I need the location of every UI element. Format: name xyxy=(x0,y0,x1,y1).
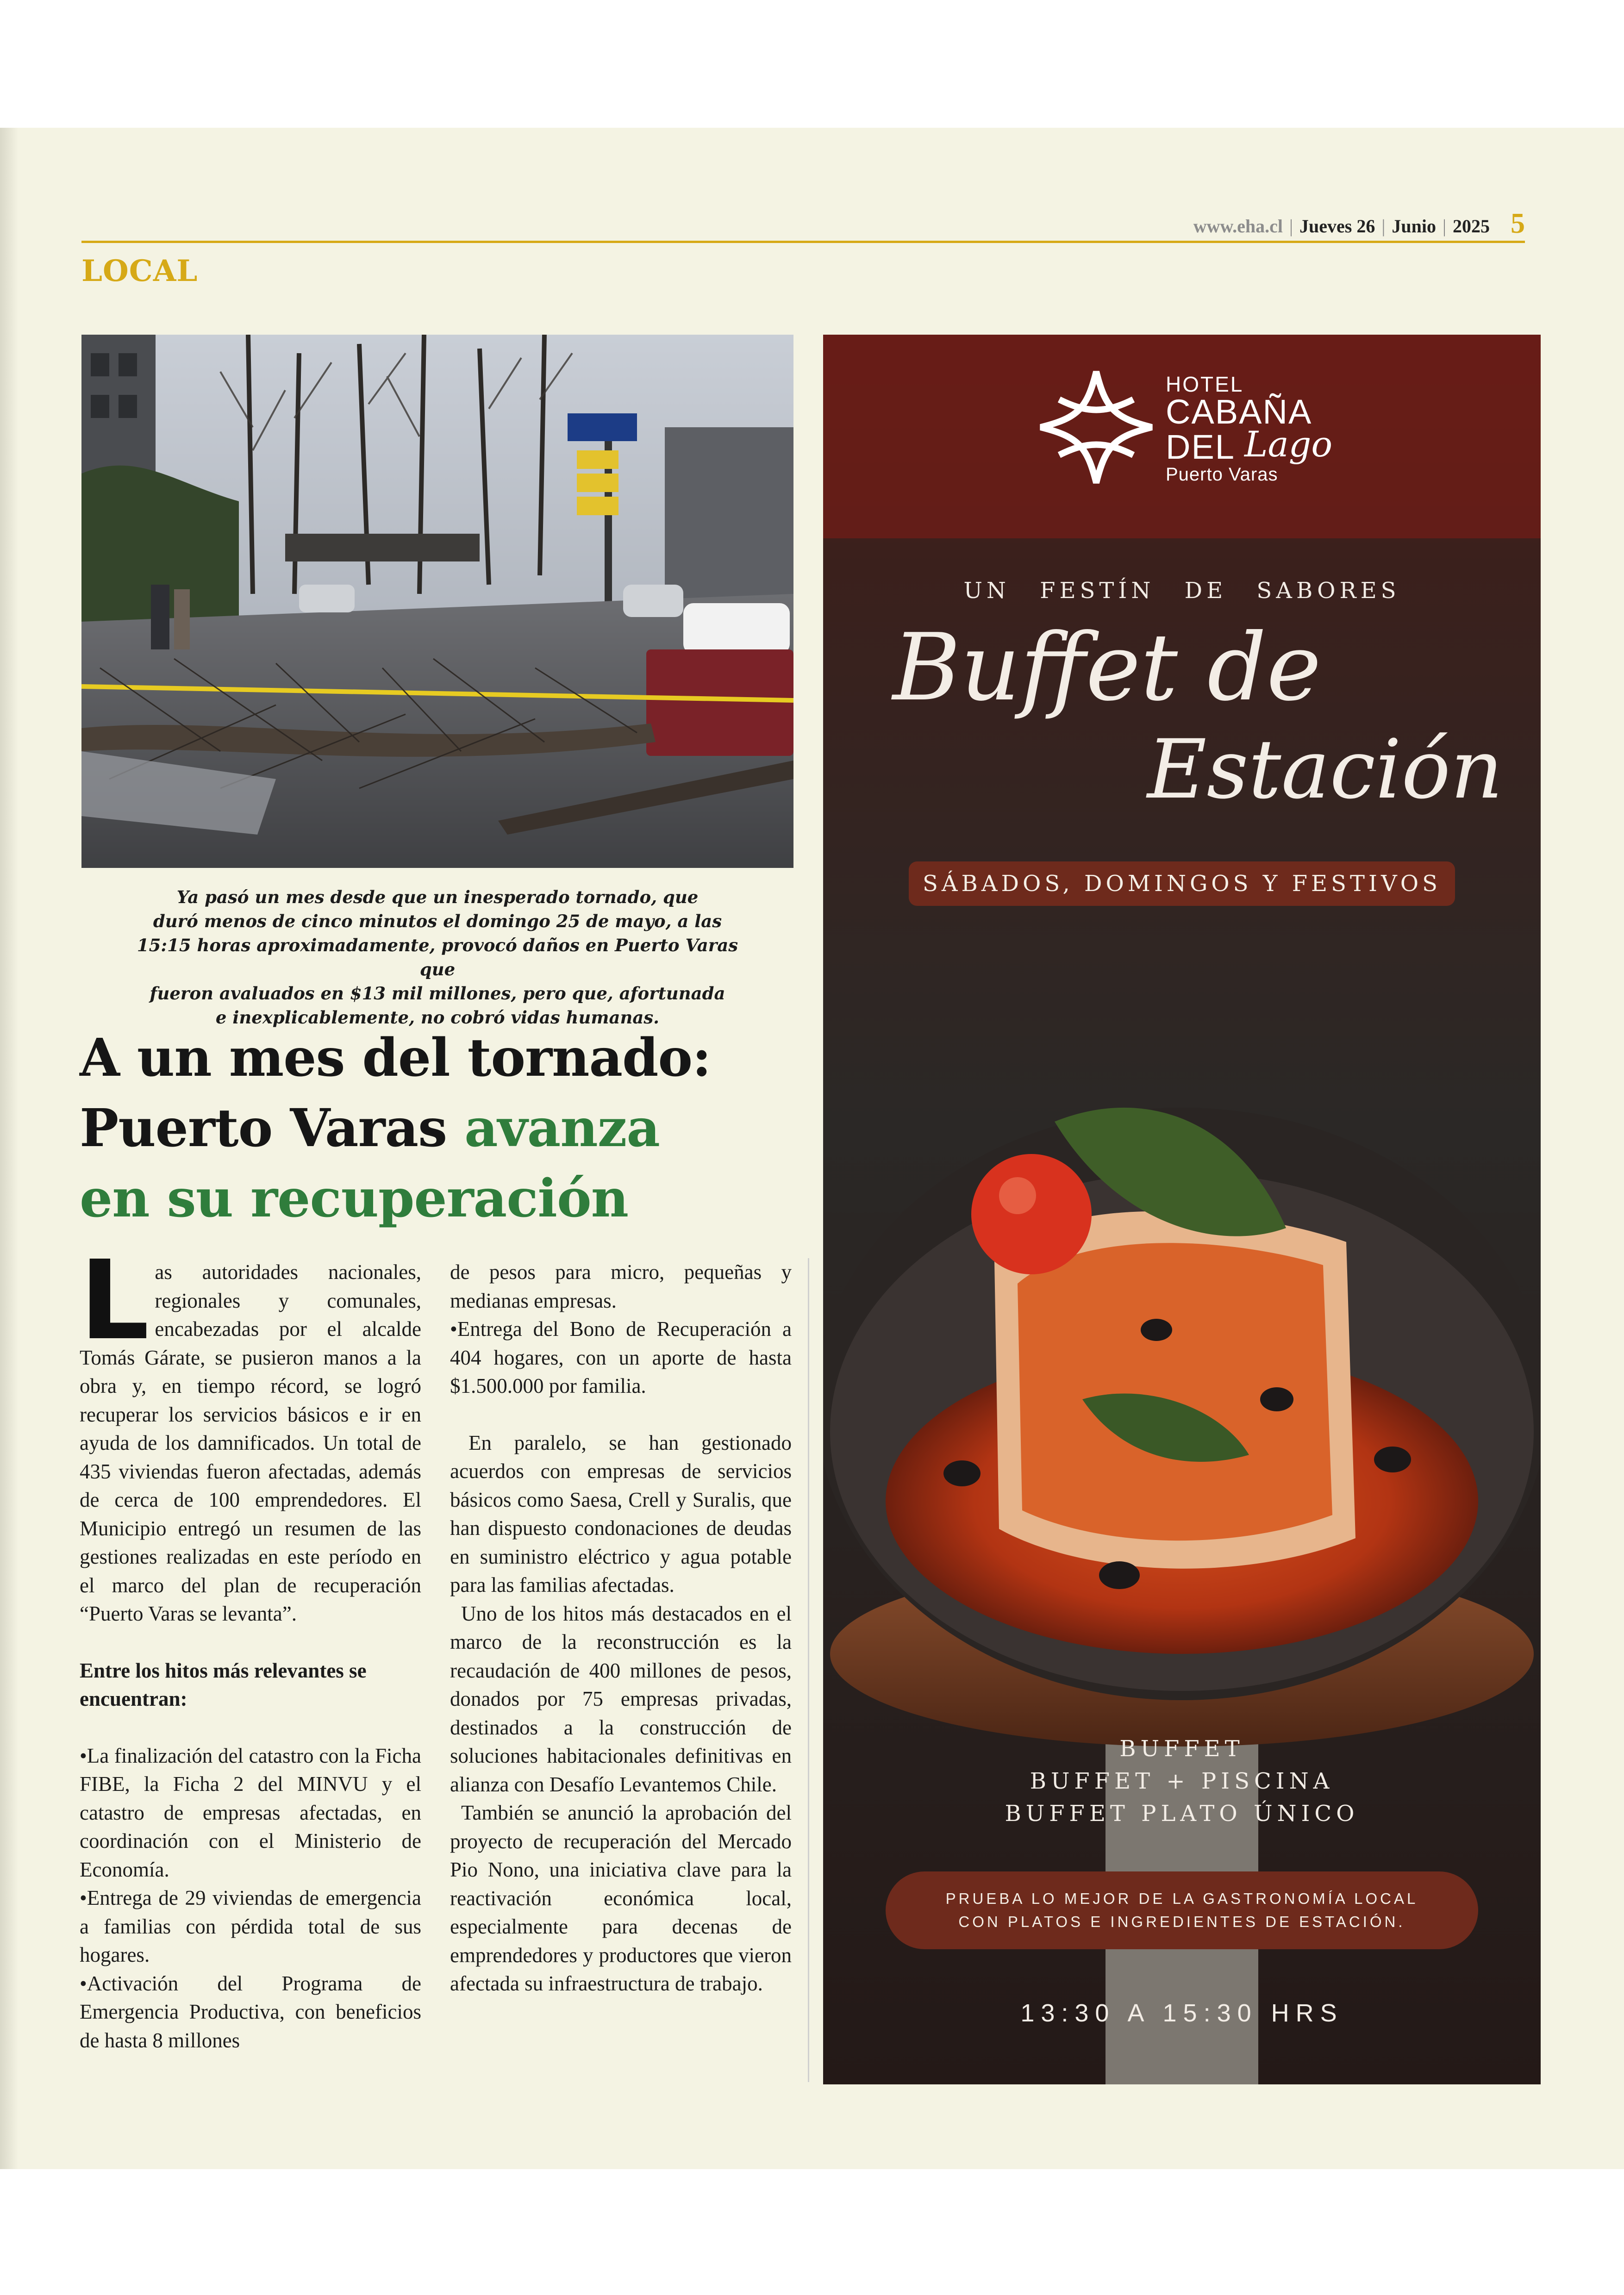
article-column-2 xyxy=(450,1258,792,1998)
bullet-item-continued: de pesos para micro, pequeñas y medianas empresas. xyxy=(450,1260,792,1312)
hotel-logo xyxy=(1027,362,1351,483)
bullet-item: •Activación del Programa de Emergencia Productiva, con beneficios de hasta 8 millones xyxy=(80,1971,421,2052)
tornado-damage-street-photo xyxy=(81,335,793,868)
ad-tagline: UN FESTÍN DE SABORES xyxy=(963,578,1400,604)
promo-line: CON PLATOS E INGREDIENTES DE ESTACIÓN. xyxy=(958,1913,1405,1930)
site-url[interactable]: www.eha.cl xyxy=(1193,215,1283,237)
separator: | xyxy=(1289,215,1293,237)
page-fold-shadow xyxy=(0,128,19,2169)
bullet-item: •La finalización del catastro con la Ficha FIBE, la Ficha 2 del MINVU y el catastro de empresas afectadas, en coordinación con el Ministerio de Economía. xyxy=(80,1744,421,1881)
logo-lago: Lago xyxy=(1244,424,1333,465)
headline-text: Puerto Varas xyxy=(80,1098,465,1159)
bullet-item: •Entrega del Bono de Recuperación a 404 hogares, con un aporte de hasta $1.500.000 por familia. xyxy=(450,1317,792,1397)
logo-del: DEL xyxy=(1166,428,1235,466)
ad-days-badge: SÁBADOS, DOMINGOS Y FESTIVOS xyxy=(909,861,1455,906)
caption-line: 15:15 horas aproximadamente, provocó daños en Puerto Varas que xyxy=(137,935,738,979)
article-headline xyxy=(80,1023,802,1234)
header-rule xyxy=(81,241,1525,243)
ad-title-buffet: Buffet de xyxy=(893,614,1322,722)
page-header-meta xyxy=(1193,214,1490,238)
photo-illustration xyxy=(81,335,793,868)
section-label: LOCAL xyxy=(81,254,198,288)
caption-line: e inexplicablemente, no cobró vidas humanas. xyxy=(215,1007,660,1028)
article-paragraph: También se anunció la aprobación del proyecto de recuperación del Mercado Pio Nono, una iniciativa clave para la reactivación económica local, especialmente para decenas de emprendedores y productores que vieron afectada su infraestructura de trabajo. xyxy=(450,1801,792,1995)
ad-option: BUFFET + PISCINA xyxy=(1030,1768,1334,1794)
paragraph-text: as autoridades nacionales, regionales y comunales, encabezadas por el alcalde Tomás Gárate, se pusieron manos a la obra y, en tiempo récord, se logró recuperar los servicios básicos e ir en ayuda de los damnificados. Un total de 435 viviendas fueron afectadas, además de cerca de 100 emprendedores. El Municipio entregó un resumen de las gestiones realizadas en este período en el marco del plan de recuperación “Puerto Varas se levanta”. xyxy=(80,1260,421,1625)
column-divider xyxy=(808,1258,809,2082)
headline-highlight: en su recuperación xyxy=(80,1168,629,1229)
caption-line: fueron avaluados en $13 mil millones, pero que, afortunada xyxy=(150,983,725,1004)
logo-hotel: HOTEL xyxy=(1166,372,1244,396)
caption-line: Ya pasó un mes desde que un inesperado tornado, que xyxy=(176,887,699,907)
headline-line xyxy=(80,1093,802,1164)
issue-month: Junio xyxy=(1392,215,1436,237)
article-column-1 xyxy=(80,1237,421,2055)
hotel-buffet-advertisement[interactable] xyxy=(823,335,1541,2084)
separator: | xyxy=(1381,215,1386,237)
separator: | xyxy=(1442,215,1446,237)
page-number: 5 xyxy=(1511,208,1525,239)
logo-cabana: CABAÑA xyxy=(1166,393,1312,431)
article-paragraph: Uno de los hitos más destacados en el marco de la reconstrucción es la recaudación de 400 millones de pesos, donados por 75 empresas privadas, destinados a la construcción de soluciones habitacionales definitivas en alianza con Desafío Levantemos Chile. xyxy=(450,1602,792,1796)
caption-line: duró menos de cinco minutos el domingo 25 de mayo, a las xyxy=(153,911,722,931)
ad-title-estacion: Estación xyxy=(1147,722,1503,817)
headline-highlight: avanza xyxy=(464,1098,660,1159)
headline-line: A un mes del tornado: xyxy=(80,1028,711,1088)
ad-option: BUFFET xyxy=(1119,1736,1244,1762)
ad-option: BUFFET PLATO ÚNICO xyxy=(1005,1801,1359,1827)
article-subhead: Entre los hitos más relevantes se encuentran: xyxy=(80,1659,367,1710)
logo-location: Puerto Varas xyxy=(1166,464,1278,485)
bullet-item: •Entrega de 29 viviendas de emergencia a familias con pérdida total de sus hogares. xyxy=(80,1886,421,1966)
drop-cap: L xyxy=(80,1237,150,1364)
promo-line: PRUEBA LO MEJOR DE LA GASTRONOMÍA LOCAL xyxy=(945,1890,1418,1907)
photo-caption xyxy=(81,885,793,1029)
article-paragraph xyxy=(80,1237,421,1628)
ad-promo-badge xyxy=(886,1871,1478,1949)
issue-day: Jueves 26 xyxy=(1299,215,1375,237)
ad-hours: 13:30 A 15:30 HRS xyxy=(1020,1999,1343,2027)
issue-year: 2025 xyxy=(1453,215,1490,237)
article-paragraph: En paralelo, se han gestionado acuerdos con empresas de servicios básicos como Saesa, Crell y Suralis, que han dispuesto condonaciones de deudas en suministro eléctrico y agua potable para las familias afectadas. xyxy=(450,1431,792,1597)
